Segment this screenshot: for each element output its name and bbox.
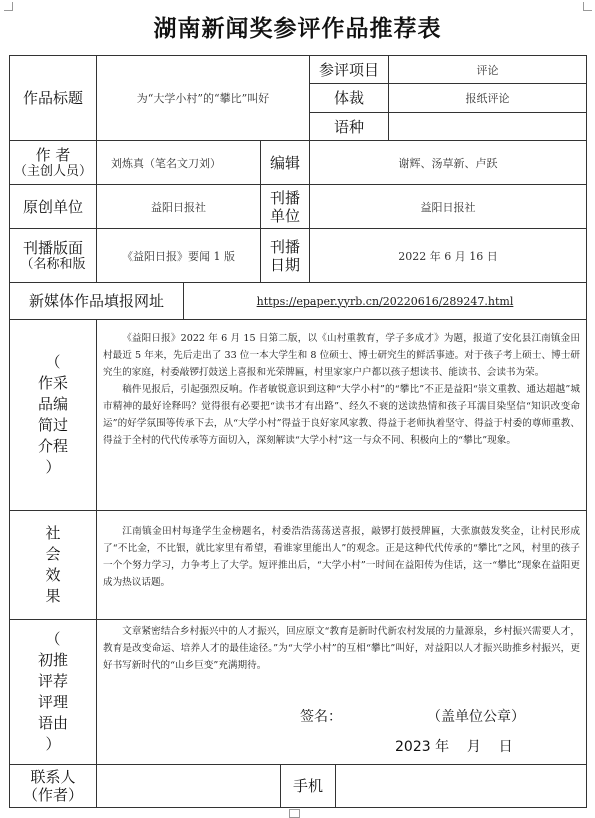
language-value — [388, 112, 587, 141]
work-title-value: 为“大学小村”的“攀比”叫好 — [96, 55, 310, 141]
genre-value: 报纸评论 — [388, 83, 587, 113]
effect-content — [96, 510, 587, 620]
work-title-label: 作品标题 — [9, 55, 97, 141]
effect-paragraph: 江南镇金田村每逢学生金榜题名，村委浩浩荡荡送喜报，敲锣打鼓授牌匾，大张旗鼓发奖金，让村民形成了“不比金，不比银，就比家里有希望，看谁家里能出人”的观念。正是这种代代传承的“攀比”之风，村里的孩子一个个努力学习，力争考上了大学。短评推出后，“大学小村”一时间在益阳传为佳话，这一“攀比”现象在益阳更成为热议话题。 — [103, 526, 580, 588]
recommend-label: （ 初推 评荐 评理 语由 ） — [9, 619, 97, 765]
corner-mark-top-left — [4, 2, 13, 11]
original-unit-value: 益阳日报社 — [96, 184, 261, 229]
intro-content — [96, 319, 587, 511]
publish-page-value: 《益阳日报》要闻 1 版 — [96, 228, 261, 283]
author-value: 刘炼真（笔名文刀刘） — [96, 140, 261, 185]
new-media-url-link[interactable]: https://epaper.yyrb.cn/20220616/289247.html — [256, 294, 514, 308]
recommend-content — [96, 619, 587, 765]
category-value: 评论 — [388, 55, 587, 84]
seal-label: （盖单位公章） — [427, 709, 525, 725]
publish-unit-value: 益阳日报社 — [309, 184, 587, 229]
editor-label: 编辑 — [260, 140, 310, 185]
category-label: 参评项目 — [309, 55, 389, 84]
publish-date-label: 刊播 日期 — [260, 228, 310, 283]
intro-paragraph: 稿件见报后，引起强烈反响。作者敏锐意识到这种“大学小村”的“攀比”不正是益阳“崇文重教、通达超越”城市精神的最好诠释吗？觉得很有必要把“读书才有出路”、经久不衰的送读热情和孩子耳濡目染坚信“知识改变命运”的好学氛围等传承下去，从“大学小村”得益于良好家风家教、得益于老师执着坚守、得益于村委的尊师重教、得益于全村的代代传承等方面切入，深刻解读“大学小村”这一与众不同、积极向上的“攀比”现象。 — [103, 384, 580, 446]
contact-label: 联系人 （作者） — [9, 764, 97, 808]
page-title: 湖南新闻奖参评作品推荐表 — [153, 16, 442, 42]
publish-page-label: 刊播版面 （名称和版 — [9, 228, 97, 283]
effect-label: 社 会 效 果 — [9, 510, 97, 620]
contact-value[interactable] — [96, 764, 281, 808]
phone-value[interactable] — [335, 764, 587, 808]
author-label: 作 者 （主创人员） — [9, 140, 97, 185]
intro-paragraph: 《益阳日报》2022 年 6 月 15 日第二版，以《山村重教育，学子多成才》为题，报道了安化县江南镇金田村最近 5 年来，先后走出了 33 位一本大学生和 8 位硕士、博士研究生的鲜活事迹。对于孩子考上硕士、博士研究生的家庭，村委敲锣打鼓送上喜报和光荣牌匾，村里家家户户都以孩子想读书、能读书、会读书为荣。 — [103, 333, 580, 378]
date-line: 2023 年 月 日 — [395, 739, 513, 755]
original-unit-label: 原创单位 — [9, 184, 97, 229]
phone-label: 手机 — [280, 764, 336, 808]
intro-label: （ 作采 品编 简过 介程 ） — [9, 319, 97, 511]
recommend-paragraph: 文章紧密结合乡村振兴中的人才振兴，回应原文“教育是新时代新农村发展的力量源泉，乡村振兴需要人才，教育是改变命运、培养人才的最佳途径。”为“大学小村”的互相“攀比”叫好，对益阳以人才振兴助推乡村振兴，更好书写新时代的“山乡巨变”充满期待。 — [103, 626, 580, 671]
new-media-label: 新媒体作品填报网址 — [9, 282, 184, 320]
publish-unit-label: 刊播 单位 — [260, 184, 310, 229]
editor-value: 谢辉、汤草新、卢跃 — [309, 140, 587, 185]
new-media-value — [183, 282, 587, 320]
language-label: 语种 — [309, 112, 389, 141]
genre-label: 体裁 — [309, 83, 389, 113]
corner-mark-top-right — [583, 2, 592, 11]
sign-label: 签名： — [300, 709, 342, 725]
publish-date-value: 2022 年 6 月 16 日 — [309, 228, 587, 283]
